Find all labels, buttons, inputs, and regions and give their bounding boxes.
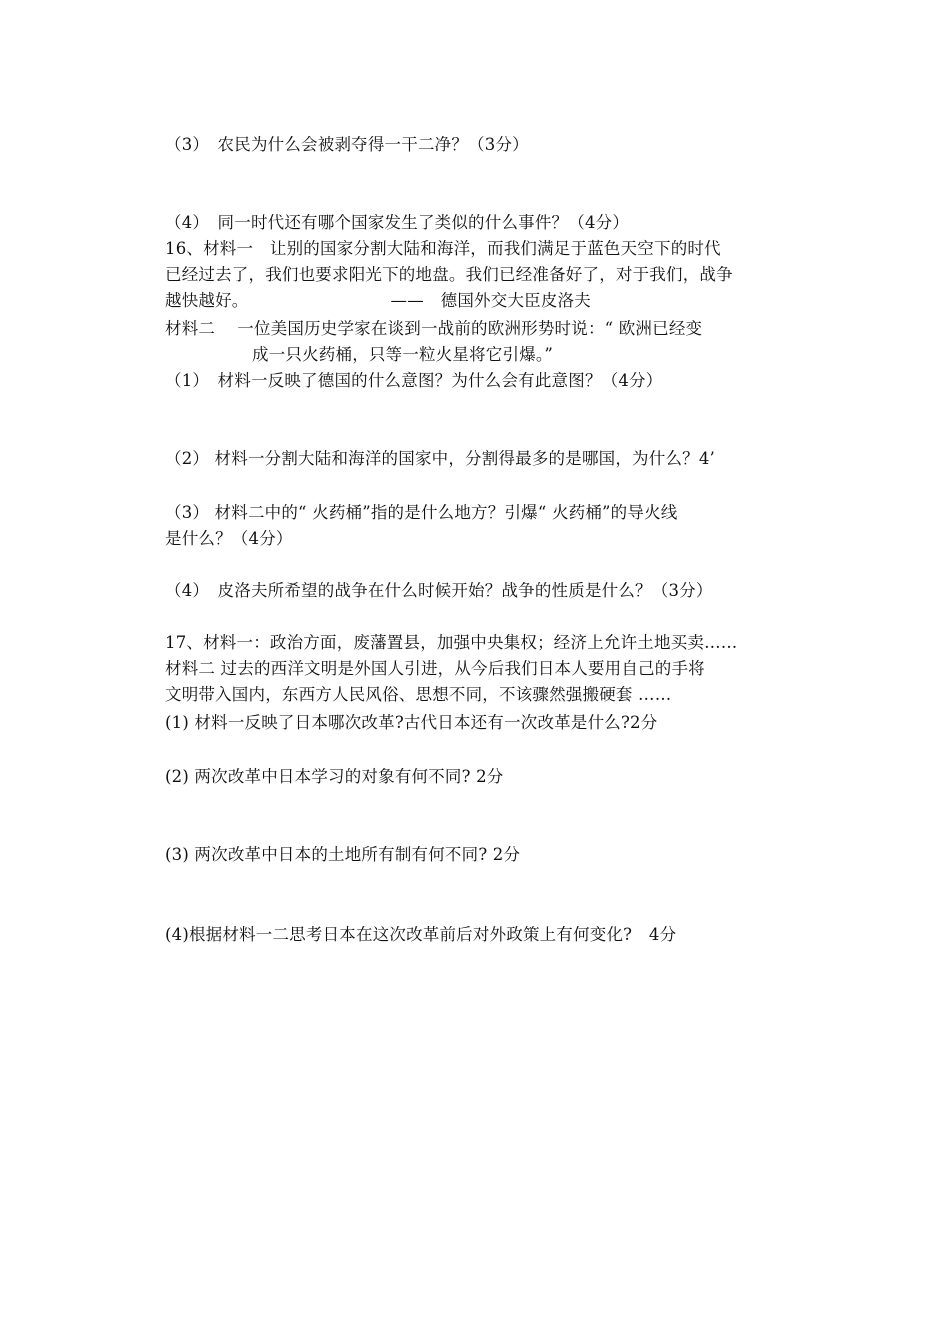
question-16-material-1-line-3: 越快越好。 —— 德国外交大臣皮洛夫 [165,291,591,310]
question-15-3: （3） 农民为什么会被剥夺得一干二净？（3分） [165,135,529,154]
question-17-material-1: 17、材料一：政治方面，废藩置县，加强中央集权；经济上允许土地买卖…… [165,633,738,652]
question-16-material-2-line-1: 材料二 一位美国历史学家在谈到一战前的欧洲形势时说：“ 欧洲已经变 [165,319,703,338]
question-16-4: （4） 皮洛夫所希望的战争在什么时候开始？战争的性质是什么？（3分） [165,581,713,600]
question-16-1: （1） 材料一反映了德国的什么意图？为什么会有此意图？（4分） [165,371,663,390]
question-16-3-line-2: 是什么？（4分） [165,529,293,548]
question-17-4: (4)根据材料一二思考日本在这次改革前后对外政策上有何变化? 4分 [165,925,677,944]
question-15-4: （4） 同一时代还有哪个国家发生了类似的什么事件？（4分） [165,213,630,232]
question-17-2: (2) 两次改革中日本学习的对象有何不同? 2分 [165,767,504,786]
question-17-material-2-line-1: 材料二 过去的西洋文明是外国人引进，从今后我们日本人要用自己的手将 [165,659,705,678]
question-16-3-line-1: （3） 材料二中的“ 火药桶”指的是什么地方？引爆“ 火药桶”的导火线 [165,503,678,522]
question-16-2: （2） 材料一分割大陆和海洋的国家中，分割得最多的是哪国，为什么？4’ [165,449,715,468]
question-17-1: (1) 材料一反映了日本哪次改革?古代日本还有一次改革是什么?2分 [165,713,658,732]
question-16-material-1-line-1: 16、材料一 让别的国家分割大陆和海洋，而我们满足于蓝色天空下的时代 [165,239,721,258]
question-17-3: (3) 两次改革中日本的土地所有制有何不同? 2分 [165,845,521,864]
question-16-material-2-line-2: 成一只火药桶，只等一粒火星将它引爆。” [252,345,553,364]
question-17-material-2-line-2: 文明带入国内，东西方人民风俗、思想不同，不该骤然强搬硬套 …… [165,685,672,704]
question-16-material-1-line-2: 已经过去了，我们也要求阳光下的地盘。我们已经准备好了，对于我们，战争 [165,265,733,284]
